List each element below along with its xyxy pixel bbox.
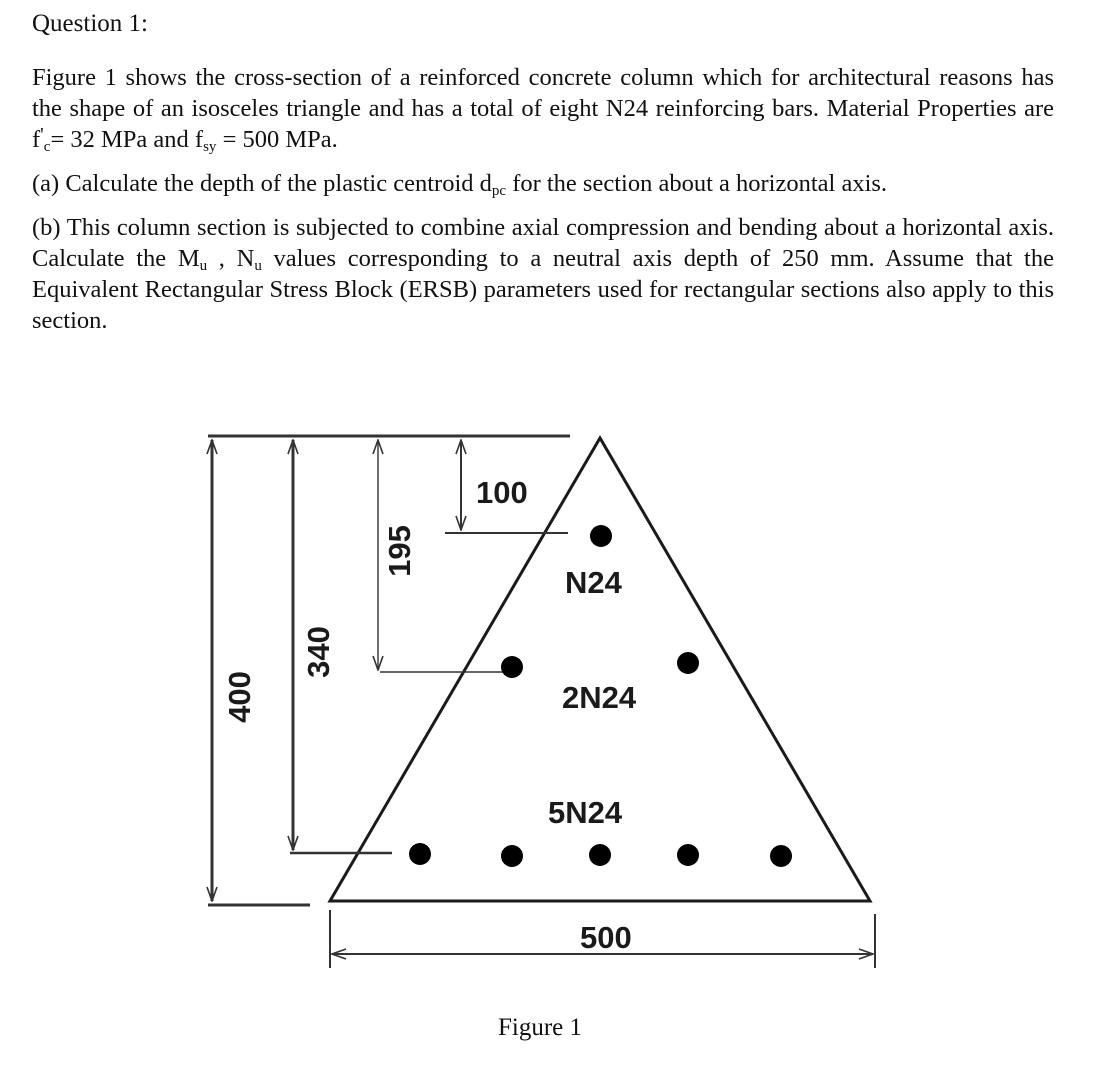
rebar-middle-left	[501, 656, 523, 678]
part-b-sub-u2: u	[254, 258, 262, 274]
part-a-text-2: for the section about a horizontal axis.	[506, 170, 888, 197]
rebar-label-middle: 2N24	[562, 680, 637, 715]
column-cross-section-diagram	[0, 420, 1118, 1060]
dim-label-195: 195	[382, 525, 417, 577]
part-b-sub-u1: u	[199, 258, 208, 274]
dim-label-100: 100	[476, 475, 528, 510]
rebar-label-top: N24	[565, 565, 622, 600]
part-b-paragraph	[32, 212, 1054, 336]
dim-label-340: 340	[301, 626, 336, 678]
question-heading: Question 1:	[32, 10, 148, 37]
figure-1	[0, 420, 1118, 1060]
part-a-paragraph	[32, 168, 1054, 199]
intro-sub-sy: sy	[203, 139, 217, 155]
part-b-text-2: , N	[207, 245, 255, 272]
intro-apostrophe: '	[40, 124, 44, 146]
rebar-bottom-3	[589, 844, 611, 866]
intro-sub-c: c	[43, 139, 51, 155]
intro-paragraph	[32, 62, 1054, 155]
dim-label-400: 400	[222, 671, 257, 723]
rebar-bottom-5	[770, 845, 792, 867]
part-a-sub-pc: pc	[491, 183, 507, 199]
rebar-label-bottom: 5N24	[548, 795, 623, 830]
figure-caption: Figure 1	[498, 1014, 583, 1041]
rebar-bottom-1	[409, 843, 431, 865]
intro-text-2: = 32 MPa and f	[50, 126, 204, 153]
part-b-text-1: (b) This column section is subjected to combine axial compression and bending about a horizontal axis. Calculate the M	[32, 214, 1054, 272]
intro-text-1: Figure 1 shows the cross-section of a reinforced concrete column which for architectural reasons has the shape of an isosceles triangle and has a total of eight N24 reinforcing bars. Material Properties are f	[32, 64, 1054, 153]
part-a-text-1: (a) Calculate the depth of the plastic centroid d	[32, 170, 492, 197]
rebar-bottom-2	[501, 845, 523, 867]
rebar-top	[590, 525, 612, 547]
triangle-section-outline	[330, 438, 870, 901]
dim-label-500: 500	[580, 920, 632, 955]
question-text	[32, 6, 1054, 336]
intro-text-3: = 500 MPa.	[216, 126, 338, 153]
rebar-bottom-4	[677, 844, 699, 866]
part-b-text-3: values corresponding to a neutral axis depth of 250 mm. Assume that the Equivalent Rectangular Stress Block (ERSB) parameters used for rectangular sections also apply to this section.	[32, 245, 1054, 334]
rebar-middle-right	[677, 652, 699, 674]
